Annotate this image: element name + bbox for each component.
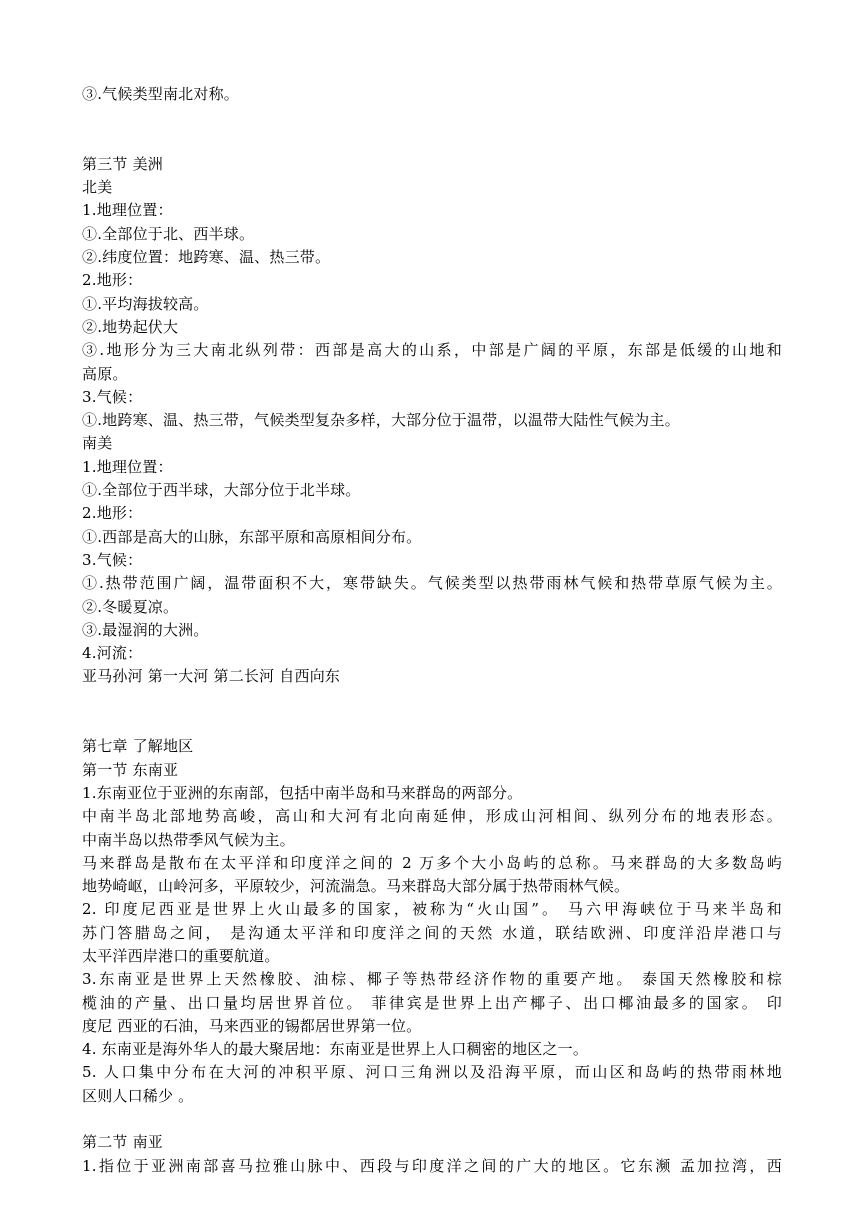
sea-paragraph-line: 3.东南亚是世界上天然橡胶、油棕、椰子等热带经济作物的重要产地。 泰国天然橡胶和棕	[82, 970, 782, 989]
na-location-heading: 1.地理位置：	[82, 201, 173, 220]
sea-paragraph-line: 度尼 西亚的石油，马来西亚的锡都居世界第一位。	[82, 1016, 422, 1035]
sea-paragraph-line: 4. 东南亚是海外华人的最大聚居地：东南亚是世界上人口稠密的地区之一。	[82, 1040, 589, 1059]
sea-paragraph-line: 2. 印度尼西亚是世界上火山最多的国家，被称为“火山国”。 马六甲海峡位于马来半岛和	[82, 900, 782, 919]
sa-climate-heading: 3.气候：	[82, 550, 143, 569]
sea-paragraph-line: 地势崎岖，山岭河多，平原较少，河流湍急。马来群岛大部分属于热带雨林气候。	[82, 877, 630, 896]
sea-paragraph-line: 1.东南亚位于亚洲的东南部，包括中南半岛和马来群岛的两部分。	[82, 783, 523, 802]
chapter-title: 第七章 了解地区	[82, 737, 194, 756]
section-title-americas: 第三节 美洲	[82, 154, 163, 173]
na-location-item-2: ②.纬度位置：地跨寒、温、热三带。	[82, 248, 331, 267]
section-title-southeast-asia: 第一节 东南亚	[82, 760, 179, 779]
sa-paragraph-line: 1.指位于亚洲南部喜马拉雅山脉中、西段与印度洋之间的广大的地区。它东濒 孟加拉湾，西	[82, 1156, 782, 1175]
sea-paragraph-line: 5. 人口集中分布在大河的冲积平原、河口三角洲以及沿海平原，而山区和岛屿的热带雨林地	[82, 1063, 782, 1082]
sa-rivers-heading: 4.河流：	[82, 644, 143, 663]
sa-terrain-heading: 2.地形：	[82, 504, 143, 523]
spacer	[82, 106, 782, 153]
sea-paragraph-line: 马来群岛是散布在太平洋和印度洋之间的 2 万多个大小岛屿的总称。马来群岛的大多数岛屿	[82, 853, 782, 872]
sa-climate-item-2: ②.冬暖夏凉。	[82, 597, 179, 616]
na-terrain-heading: 2.地形：	[82, 271, 143, 290]
document-page	[82, 83, 782, 1178]
spacer	[82, 689, 782, 736]
sa-climate-item-1: ①.热带范围广阔，温带面积不大，寒带缺失。气候类型以热带雨林气候和热带草原气候为主。	[82, 574, 782, 593]
na-terrain-item-1: ①.平均海拔较高。	[82, 294, 209, 313]
sa-location-heading: 1.地理位置：	[82, 457, 173, 476]
section-title-south-asia: 第二节 南亚	[82, 1133, 163, 1152]
sa-rivers-item-1: 亚马孙河 第一大河 第二长河 自西向东	[82, 667, 341, 686]
na-location-item-1: ①.全部位于北、西半球。	[82, 224, 255, 243]
sa-terrain-item-1: ①.西部是高大的山脉，东部平原和高原相间分布。	[82, 527, 422, 546]
sea-paragraph-line: 苏门答腊岛之间， 是沟通太平洋和印度洋之间的天然 水道，联结欧洲、印度洋沿岸港口与	[82, 923, 782, 942]
na-terrain-item-2: ②.地势起伏大	[82, 317, 179, 336]
climate-symmetry-item: ③.气候类型南北对称。	[82, 85, 239, 103]
sea-paragraph-line: 中南半岛北部地势高峻，高山和大河有北向南延伸，形成山河相间、纵列分布的地表形态。	[82, 807, 782, 826]
subsection-south-america: 南美	[82, 434, 113, 453]
sea-paragraph-line: 区则人口稀少 。	[82, 1086, 194, 1105]
spacer	[82, 1108, 782, 1131]
na-terrain-item-3: ③.地形分为三大南北纵列带：西部是高大的山系，中部是广阔的平原，东部是低缓的山地和	[82, 341, 782, 360]
na-climate-item-1: ①.地跨寒、温、热三带，气候类型复杂多样，大部分位于温带，以温带大陆性气候为主。	[82, 411, 680, 430]
sea-paragraph-line: 榄油的产量、出口量均居世界首位。 菲律宾是世界上出产椰子、出口椰油最多的国家。 印	[82, 993, 782, 1012]
na-climate-heading: 3.气候：	[82, 387, 143, 406]
sea-paragraph-line: 太平洋西岸港口的重要航道。	[82, 946, 280, 965]
sa-climate-item-3: ③.最湿润的大洲。	[82, 620, 209, 639]
sea-paragraph-line: 中南半岛以热带季风气候为主。	[82, 830, 295, 849]
subsection-north-america: 北美	[82, 178, 113, 197]
na-terrain-item-3-cont: 高原。	[82, 364, 128, 383]
sa-location-item-1: ①.全部位于西半球，大部分位于北半球。	[82, 481, 361, 500]
